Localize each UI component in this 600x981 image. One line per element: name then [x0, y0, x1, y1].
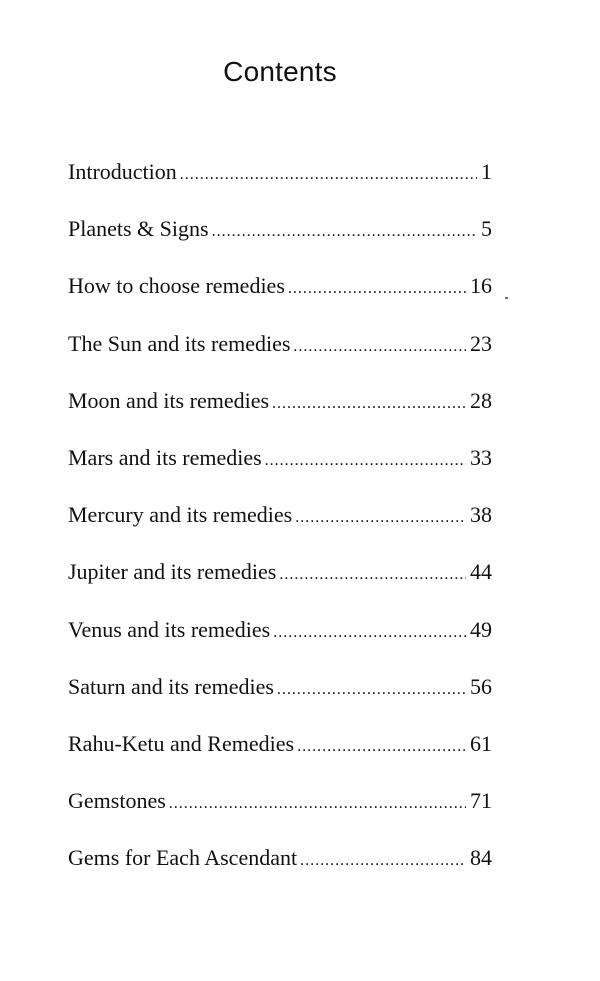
- toc-entry-page: 38: [470, 502, 492, 528]
- toc-dot-leader: [293, 325, 466, 369]
- toc-entry-label: The Sun and its remedies: [68, 330, 291, 356]
- toc-entry: [68, 608, 492, 665]
- toc-entry-label: Gemstones: [68, 788, 166, 814]
- toc-entry-label: Gems for Each Ascendant: [68, 845, 298, 871]
- toc-entry-page: 56: [470, 673, 492, 699]
- toc-entry: [68, 665, 492, 722]
- toc-entry: [68, 722, 492, 779]
- toc-entry-page: 61: [470, 730, 492, 756]
- toc-entry: [68, 779, 492, 836]
- toc-entry: [68, 436, 492, 493]
- toc-entry-label: Mars and its remedies: [68, 444, 262, 470]
- toc-dot-leader: [300, 839, 466, 883]
- toc-entry-label: Mercury and its remedies: [68, 502, 293, 528]
- toc-entry-label: Moon and its remedies: [68, 387, 270, 413]
- toc-entry-label: Rahu-Ketu and Remedies: [68, 730, 295, 756]
- toc-dot-leader: [272, 382, 466, 426]
- toc-entry-page: 16: [470, 273, 492, 299]
- table-of-contents: [68, 150, 492, 893]
- toc-entry-page: 84: [470, 845, 492, 871]
- toc-entry-label: Introduction: [68, 159, 177, 184]
- toc-dot-leader: [277, 668, 466, 712]
- toc-dot-leader: [279, 553, 466, 597]
- toc-dot-leader: [297, 725, 466, 769]
- toc-entry: [68, 379, 492, 436]
- toc-dot-leader: [295, 496, 466, 540]
- toc-entry-page: 28: [470, 387, 492, 413]
- toc-entry-label: Planets & Signs: [68, 216, 209, 242]
- toc-entry-label: Saturn and its remedies: [68, 673, 274, 699]
- toc-entry: [68, 493, 492, 550]
- scan-speck: [505, 297, 508, 299]
- toc-entry-page: 33: [470, 444, 492, 470]
- toc-entry-page: 1: [481, 159, 492, 184]
- toc-entry: [68, 322, 492, 379]
- toc-entry: [68, 150, 492, 207]
- toc-entry: [68, 207, 492, 264]
- toc-entry-page: 5: [481, 216, 492, 242]
- toc-dot-leader: [212, 210, 477, 254]
- toc-entry-page: 49: [470, 616, 492, 642]
- toc-entry-label: Jupiter and its remedies: [68, 559, 277, 585]
- toc-entry-page: 23: [470, 330, 492, 356]
- toc-entry: [68, 550, 492, 607]
- toc-entry: [68, 836, 492, 893]
- toc-entry-label: How to choose remedies: [68, 273, 285, 299]
- page-title: Contents: [223, 56, 337, 87]
- toc-dot-leader: [265, 439, 466, 483]
- toc-entry-page: 71: [470, 788, 492, 814]
- toc-entry-label: Venus and its remedies: [68, 616, 271, 642]
- toc-dot-leader: [288, 267, 466, 311]
- toc-dot-leader: [169, 782, 466, 826]
- toc-entry-page: 44: [470, 559, 492, 585]
- toc-dot-leader: [180, 153, 477, 197]
- toc-dot-leader: [273, 611, 466, 655]
- toc-entry: [68, 264, 492, 321]
